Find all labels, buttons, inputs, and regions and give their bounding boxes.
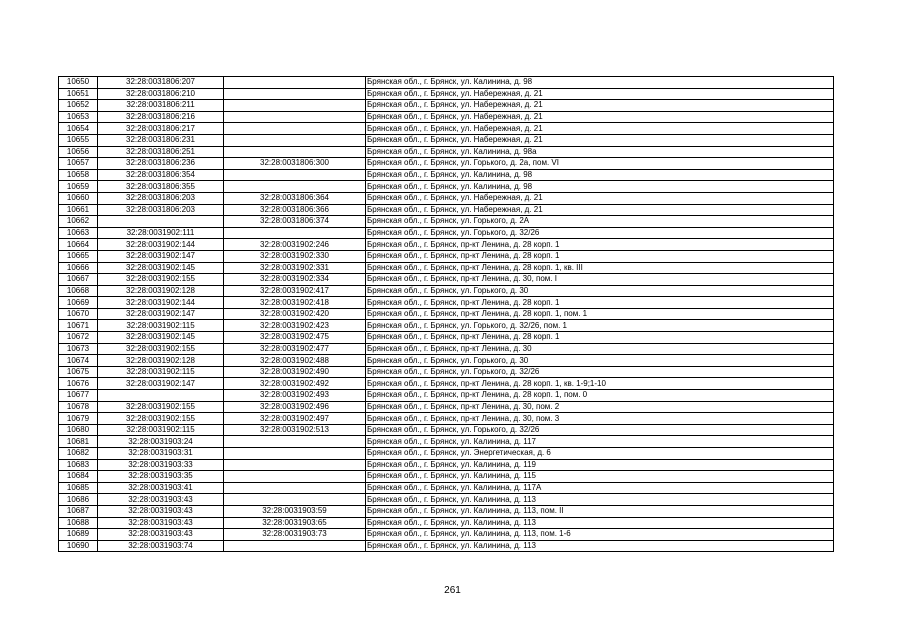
cadastral-number-cell: 32:28:0031806:203: [98, 204, 224, 216]
cadastral-number-cell: 32:28:0031902:145: [98, 262, 224, 274]
table-row: [59, 111, 834, 123]
row-number-cell: 10656: [59, 146, 98, 158]
cadastral-number-cell: [98, 216, 224, 228]
object-cadastral-number-cell: [224, 100, 366, 112]
object-cadastral-number-cell: 32:28:0031903:59: [224, 505, 366, 517]
cadastral-number-cell: 32:28:0031903:43: [98, 494, 224, 506]
cadastral-number-cell: 32:28:0031806:217: [98, 123, 224, 135]
address-cell: Брянская обл., г. Брянск, ул. Набережная, д. 21: [366, 192, 834, 204]
table-row: [59, 192, 834, 204]
object-cadastral-number-cell: 32:28:0031902:488: [224, 355, 366, 367]
address-cell: Брянская обл., г. Брянск, пр-кт Ленина, д. 30, пом. I: [366, 274, 834, 286]
row-number-cell: 10655: [59, 134, 98, 146]
row-number-cell: 10654: [59, 123, 98, 135]
address-cell: Брянская обл., г. Брянск, ул. Калинина, д. 115: [366, 471, 834, 483]
address-cell: Брянская обл., г. Брянск, ул. Горького, д. 30: [366, 285, 834, 297]
table-row: [59, 494, 834, 506]
table-row: [59, 413, 834, 425]
row-number-cell: 10669: [59, 297, 98, 309]
address-cell: Брянская обл., г. Брянск, пр-кт Ленина, д. 28 корп. 1, кв. 1-9;1-10: [366, 378, 834, 390]
row-number-cell: 10676: [59, 378, 98, 390]
row-number-cell: 10689: [59, 529, 98, 541]
table-row: [59, 482, 834, 494]
object-cadastral-number-cell: 32:28:0031806:374: [224, 216, 366, 228]
table-row: [59, 343, 834, 355]
object-cadastral-number-cell: [224, 181, 366, 193]
table-row: [59, 424, 834, 436]
object-cadastral-number-cell: [224, 471, 366, 483]
row-number-cell: 10657: [59, 158, 98, 170]
table-row: [59, 216, 834, 228]
cadastral-number-cell: 32:28:0031806:203: [98, 192, 224, 204]
object-cadastral-number-cell: [224, 146, 366, 158]
cadastral-number-cell: 32:28:0031806:207: [98, 77, 224, 89]
address-cell: Брянская обл., г. Брянск, ул. Калинина, д. 113, пом. 1-6: [366, 529, 834, 541]
address-cell: Брянская обл., г. Брянск, ул. Калинина, д. 98: [366, 181, 834, 193]
row-number-cell: 10650: [59, 77, 98, 89]
table-row: [59, 355, 834, 367]
table-row: [59, 517, 834, 529]
address-cell: Брянская обл., г. Брянск, ул. Калинина, д. 113: [366, 517, 834, 529]
table-row: [59, 239, 834, 251]
row-number-cell: 10666: [59, 262, 98, 274]
table-row: [59, 308, 834, 320]
object-cadastral-number-cell: 32:28:0031806:300: [224, 158, 366, 170]
address-cell: Брянская обл., г. Брянск, ул. Горького, д. 2а, пом. VI: [366, 158, 834, 170]
row-number-cell: 10690: [59, 540, 98, 552]
table-row: [59, 250, 834, 262]
row-number-cell: 10671: [59, 320, 98, 332]
address-cell: Брянская обл., г. Брянск, пр-кт Ленина, д. 28 корп. 1: [366, 250, 834, 262]
table-row: [59, 100, 834, 112]
cadastral-number-cell: 32:28:0031902:111: [98, 227, 224, 239]
address-cell: Брянская обл., г. Брянск, пр-кт Ленина, д. 28 корп. 1, кв. III: [366, 262, 834, 274]
row-number-cell: 10680: [59, 424, 98, 436]
object-cadastral-number-cell: 32:28:0031806:366: [224, 204, 366, 216]
table-row: [59, 204, 834, 216]
row-number-cell: 10684: [59, 471, 98, 483]
object-cadastral-number-cell: [224, 227, 366, 239]
row-number-cell: 10661: [59, 204, 98, 216]
table-row: [59, 320, 834, 332]
object-cadastral-number-cell: [224, 123, 366, 135]
row-number-cell: 10673: [59, 343, 98, 355]
table-row: [59, 459, 834, 471]
row-number-cell: 10664: [59, 239, 98, 251]
object-cadastral-number-cell: 32:28:0031806:364: [224, 192, 366, 204]
object-cadastral-number-cell: [224, 494, 366, 506]
cadastral-number-cell: 32:28:0031902:115: [98, 366, 224, 378]
table-row: [59, 88, 834, 100]
address-cell: Брянская обл., г. Брянск, ул. Калинина, д. 98: [366, 169, 834, 181]
row-number-cell: 10662: [59, 216, 98, 228]
address-cell: Брянская обл., г. Брянск, пр-кт Ленина, д. 28 корп. 1, пом. 0: [366, 390, 834, 402]
row-number-cell: 10678: [59, 401, 98, 413]
row-number-cell: 10651: [59, 88, 98, 100]
table-row: [59, 390, 834, 402]
cadastral-number-cell: 32:28:0031806:211: [98, 100, 224, 112]
table-row: [59, 366, 834, 378]
object-cadastral-number-cell: 32:28:0031902:497: [224, 413, 366, 425]
row-number-cell: 10665: [59, 250, 98, 262]
object-cadastral-number-cell: [224, 540, 366, 552]
object-cadastral-number-cell: 32:28:0031902:513: [224, 424, 366, 436]
table-row: [59, 262, 834, 274]
cadastral-number-cell: 32:28:0031902:144: [98, 297, 224, 309]
object-cadastral-number-cell: 32:28:0031903:73: [224, 529, 366, 541]
address-cell: Брянская обл., г. Брянск, ул. Горького, д. 30: [366, 355, 834, 367]
address-cell: Брянская обл., г. Брянск, ул. Калинина, д. 113: [366, 540, 834, 552]
object-cadastral-number-cell: [224, 482, 366, 494]
object-cadastral-number-cell: 32:28:0031903:65: [224, 517, 366, 529]
table-row: [59, 134, 834, 146]
address-cell: Брянская обл., г. Брянск, ул. Калинина, д. 113: [366, 494, 834, 506]
cadastral-number-cell: 32:28:0031903:43: [98, 505, 224, 517]
row-number-cell: 10682: [59, 448, 98, 460]
property-table: [58, 76, 834, 552]
cadastral-number-cell: 32:28:0031806:236: [98, 158, 224, 170]
row-number-cell: 10670: [59, 308, 98, 320]
row-number-cell: 10652: [59, 100, 98, 112]
address-cell: Брянская обл., г. Брянск, ул. Горького, д. 32/26, пом. 1: [366, 320, 834, 332]
cadastral-number-cell: 32:28:0031806:355: [98, 181, 224, 193]
object-cadastral-number-cell: [224, 448, 366, 460]
row-number-cell: 10683: [59, 459, 98, 471]
table-row: [59, 123, 834, 135]
address-cell: Брянская обл., г. Брянск, ул. Горького, д. 32/26: [366, 366, 834, 378]
address-cell: Брянская обл., г. Брянск, ул. Набережная, д. 21: [366, 100, 834, 112]
cadastral-number-cell: 32:28:0031806:216: [98, 111, 224, 123]
row-number-cell: 10658: [59, 169, 98, 181]
table-row: [59, 297, 834, 309]
cadastral-number-cell: 32:28:0031903:41: [98, 482, 224, 494]
object-cadastral-number-cell: 32:28:0031902:417: [224, 285, 366, 297]
address-cell: Брянская обл., г. Брянск, ул. Горького, д. 32/26: [366, 424, 834, 436]
row-number-cell: 10681: [59, 436, 98, 448]
object-cadastral-number-cell: 32:28:0031902:423: [224, 320, 366, 332]
row-number-cell: 10685: [59, 482, 98, 494]
cadastral-number-cell: 32:28:0031902:145: [98, 332, 224, 344]
cadastral-number-cell: 32:28:0031903:74: [98, 540, 224, 552]
cadastral-number-cell: 32:28:0031806:354: [98, 169, 224, 181]
cadastral-number-cell: 32:28:0031902:115: [98, 424, 224, 436]
address-cell: Брянская обл., г. Брянск, ул. Калинина, д. 117А: [366, 482, 834, 494]
table-row: [59, 436, 834, 448]
cadastral-number-cell: 32:28:0031903:24: [98, 436, 224, 448]
row-number-cell: 10663: [59, 227, 98, 239]
table-row: [59, 540, 834, 552]
object-cadastral-number-cell: [224, 111, 366, 123]
address-cell: Брянская обл., г. Брянск, пр-кт Ленина, д. 28 корп. 1, пом. 1: [366, 308, 834, 320]
cadastral-number-cell: 32:28:0031902:144: [98, 239, 224, 251]
object-cadastral-number-cell: 32:28:0031902:331: [224, 262, 366, 274]
cadastral-number-cell: 32:28:0031903:31: [98, 448, 224, 460]
table-row: [59, 181, 834, 193]
cadastral-number-cell: 32:28:0031902:147: [98, 378, 224, 390]
row-number-cell: 10653: [59, 111, 98, 123]
address-cell: Брянская обл., г. Брянск, ул. Калинина, д. 98: [366, 77, 834, 89]
table-row: [59, 77, 834, 89]
cadastral-number-cell: 32:28:0031902:115: [98, 320, 224, 332]
row-number-cell: 10679: [59, 413, 98, 425]
row-number-cell: 10675: [59, 366, 98, 378]
cadastral-number-cell: 32:28:0031902:155: [98, 413, 224, 425]
object-cadastral-number-cell: 32:28:0031902:490: [224, 366, 366, 378]
object-cadastral-number-cell: 32:28:0031902:330: [224, 250, 366, 262]
object-cadastral-number-cell: [224, 436, 366, 448]
table-row: [59, 401, 834, 413]
cadastral-number-cell: 32:28:0031902:147: [98, 250, 224, 262]
address-cell: Брянская обл., г. Брянск, ул. Калинина, д. 117: [366, 436, 834, 448]
object-cadastral-number-cell: 32:28:0031902:418: [224, 297, 366, 309]
table-row: [59, 158, 834, 170]
object-cadastral-number-cell: [224, 169, 366, 181]
cadastral-number-cell: 32:28:0031902:155: [98, 274, 224, 286]
object-cadastral-number-cell: 32:28:0031902:492: [224, 378, 366, 390]
table-row: [59, 471, 834, 483]
page-number: 261: [444, 585, 461, 596]
address-cell: Брянская обл., г. Брянск, пр-кт Ленина, д. 30: [366, 343, 834, 355]
table-row: [59, 274, 834, 286]
table-row: [59, 285, 834, 297]
cadastral-number-cell: 32:28:0031903:33: [98, 459, 224, 471]
address-cell: Брянская обл., г. Брянск, ул. Энергетическая, д. 6: [366, 448, 834, 460]
cadastral-number-cell: 32:28:0031806:231: [98, 134, 224, 146]
cadastral-number-cell: 32:28:0031902:128: [98, 355, 224, 367]
address-cell: Брянская обл., г. Брянск, ул. Набережная, д. 21: [366, 123, 834, 135]
address-cell: Брянская обл., г. Брянск, ул. Калинина, д. 113, пом. II: [366, 505, 834, 517]
table-row: [59, 146, 834, 158]
cadastral-number-cell: 32:28:0031903:43: [98, 529, 224, 541]
address-cell: Брянская обл., г. Брянск, ул. Набережная, д. 21: [366, 88, 834, 100]
row-number-cell: 10686: [59, 494, 98, 506]
cadastral-number-cell: 32:28:0031806:251: [98, 146, 224, 158]
object-cadastral-number-cell: 32:28:0031902:477: [224, 343, 366, 355]
address-cell: Брянская обл., г. Брянск, ул. Набережная, д. 21: [366, 134, 834, 146]
object-cadastral-number-cell: [224, 77, 366, 89]
table-row: [59, 448, 834, 460]
object-cadastral-number-cell: 32:28:0031902:493: [224, 390, 366, 402]
address-cell: Брянская обл., г. Брянск, пр-кт Ленина, д. 28 корп. 1: [366, 297, 834, 309]
object-cadastral-number-cell: 32:28:0031902:334: [224, 274, 366, 286]
cadastral-number-cell: [98, 390, 224, 402]
address-cell: Брянская обл., г. Брянск, ул. Набережная, д. 21: [366, 204, 834, 216]
row-number-cell: 10688: [59, 517, 98, 529]
address-cell: Брянская обл., г. Брянск, ул. Калинина, д. 98а: [366, 146, 834, 158]
cadastral-number-cell: 32:28:0031903:43: [98, 517, 224, 529]
object-cadastral-number-cell: 32:28:0031902:496: [224, 401, 366, 413]
property-table-body: [59, 77, 834, 552]
object-cadastral-number-cell: [224, 88, 366, 100]
cadastral-number-cell: 32:28:0031902:155: [98, 401, 224, 413]
row-number-cell: 10667: [59, 274, 98, 286]
address-cell: Брянская обл., г. Брянск, ул. Калинина, д. 119: [366, 459, 834, 471]
cadastral-number-cell: 32:28:0031902:147: [98, 308, 224, 320]
object-cadastral-number-cell: 32:28:0031902:246: [224, 239, 366, 251]
address-cell: Брянская обл., г. Брянск, пр-кт Ленина, д. 30, пом. 3: [366, 413, 834, 425]
address-cell: Брянская обл., г. Брянск, пр-кт Ленина, д. 30, пом. 2: [366, 401, 834, 413]
cadastral-number-cell: 32:28:0031902:155: [98, 343, 224, 355]
cadastral-number-cell: 32:28:0031903:35: [98, 471, 224, 483]
cadastral-number-cell: 32:28:0031902:128: [98, 285, 224, 297]
address-cell: Брянская обл., г. Брянск, ул. Горького, д. 2А: [366, 216, 834, 228]
table-row: [59, 505, 834, 517]
table-row: [59, 378, 834, 390]
row-number-cell: 10687: [59, 505, 98, 517]
address-cell: Брянская обл., г. Брянск, пр-кт Ленина, д. 28 корп. 1: [366, 239, 834, 251]
cadastral-number-cell: 32:28:0031806:210: [98, 88, 224, 100]
row-number-cell: 10677: [59, 390, 98, 402]
object-cadastral-number-cell: 32:28:0031902:475: [224, 332, 366, 344]
table-row: [59, 529, 834, 541]
table-row: [59, 169, 834, 181]
row-number-cell: 10672: [59, 332, 98, 344]
object-cadastral-number-cell: [224, 459, 366, 471]
row-number-cell: 10659: [59, 181, 98, 193]
object-cadastral-number-cell: [224, 134, 366, 146]
table-row: [59, 227, 834, 239]
row-number-cell: 10674: [59, 355, 98, 367]
object-cadastral-number-cell: 32:28:0031902:420: [224, 308, 366, 320]
address-cell: Брянская обл., г. Брянск, ул. Горького, д. 32/26: [366, 227, 834, 239]
row-number-cell: 10660: [59, 192, 98, 204]
address-cell: Брянская обл., г. Брянск, пр-кт Ленина, д. 28 корп. 1: [366, 332, 834, 344]
address-cell: Брянская обл., г. Брянск, ул. Набережная, д. 21: [366, 111, 834, 123]
table-row: [59, 332, 834, 344]
row-number-cell: 10668: [59, 285, 98, 297]
